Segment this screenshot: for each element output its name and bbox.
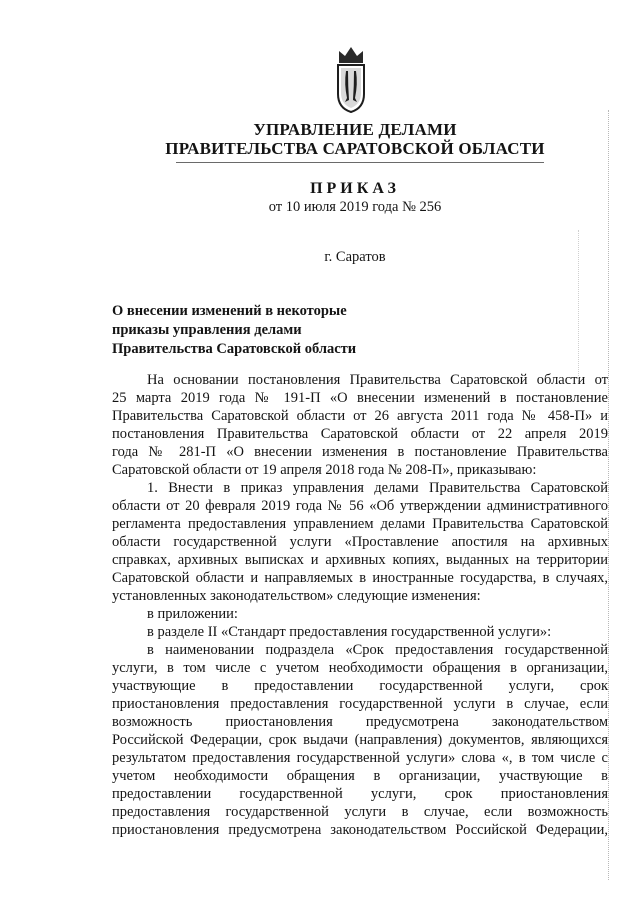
body-line: предоставления государственной услуги в случае, если возможность: [112, 804, 608, 820]
body-line: приостановления предоставления государственной услуги в случае, если: [112, 696, 608, 712]
header-divider: [176, 162, 544, 163]
body-line: в разделе II «Стандарт предоставления государственной услуги»:: [147, 624, 552, 640]
subject-line: Правительства Саратовской области: [112, 341, 357, 357]
body-line: участвующие в предоставлении государственной услуги, срок: [112, 678, 608, 694]
body-line: области от 20 февраля 2019 года № 56 «Об утверждении административного: [112, 498, 608, 514]
body-line: Российской Федерации, срок выдачи (направления) документов, являющихся: [112, 732, 608, 748]
body-line: Правительства Саратовской области от 26 августа 2011 года № 458-П» и: [112, 408, 608, 424]
body-line: предоставлении государственной услуги, срок приостановления: [112, 786, 608, 802]
document-subject: [112, 302, 356, 359]
body-line: установленных законодательством» следующие изменения:: [112, 588, 481, 604]
organization-name-line-1: УПРАВЛЕНИЕ ДЕЛАМИ: [253, 120, 457, 139]
document-city: г. Саратов: [324, 249, 386, 265]
body-line: услуги, в том числе с учетом необходимости обращения в организации,: [112, 660, 608, 676]
document-date-number: от 10 июля 2019 года № 256: [268, 199, 442, 215]
body-line: в приложении:: [147, 606, 238, 622]
body-line: Саратовской области от 19 апреля 2018 года № 208-П», приказываю:: [112, 462, 537, 478]
scan-margin-mark: [608, 110, 609, 880]
body-line: возможность приостановления предусмотрена законодательством: [112, 714, 608, 730]
body-line: учетом необходимости обращения в организации, участвующие в: [112, 768, 608, 784]
body-line: На основании постановления Правительства Саратовской области от: [147, 372, 608, 388]
body-line: в наименовании подраздела «Срок предоставления государственной: [147, 642, 608, 658]
body-line: приостановления предусмотрена законодательством Российской Федерации,: [112, 822, 608, 838]
body-line: справках, архивных выписках и архивных копиях, выданных на территории: [112, 552, 608, 568]
body-line: регламента предоставления управлением делами Правительства Саратовской: [112, 516, 608, 532]
body-line: 25 марта 2019 года № 191-П «О внесении изменений в постановление: [112, 390, 608, 406]
document-type: ПРИКАЗ: [310, 180, 400, 197]
body-line: результатом предоставления государственной услуги» слова «, в том числе с: [112, 750, 608, 766]
body-line: 1. Внести в приказ управления делами Правительства Саратовской: [147, 480, 608, 496]
scan-margin-mark: [578, 230, 579, 380]
body-line: области государственной услуги «Проставление апостиля на архивных: [112, 534, 608, 550]
subject-line: приказы управления делами: [112, 322, 302, 338]
organization-name-line-2: ПРАВИТЕЛЬСТВА САРАТОВСКОЙ ОБЛАСТИ: [165, 139, 545, 158]
subject-line: О внесении изменений в некоторые: [112, 303, 347, 319]
body-line: постановления Правительства Саратовской области от 22 апреля 2019: [112, 426, 608, 442]
coat-of-arms-emblem: [330, 44, 372, 114]
body-line: года № 281-П «О внесении изменения в постановление Правительства: [112, 444, 608, 460]
body-line: Саратовской области и направляемых в иностранные государства, в случаях,: [112, 570, 608, 586]
